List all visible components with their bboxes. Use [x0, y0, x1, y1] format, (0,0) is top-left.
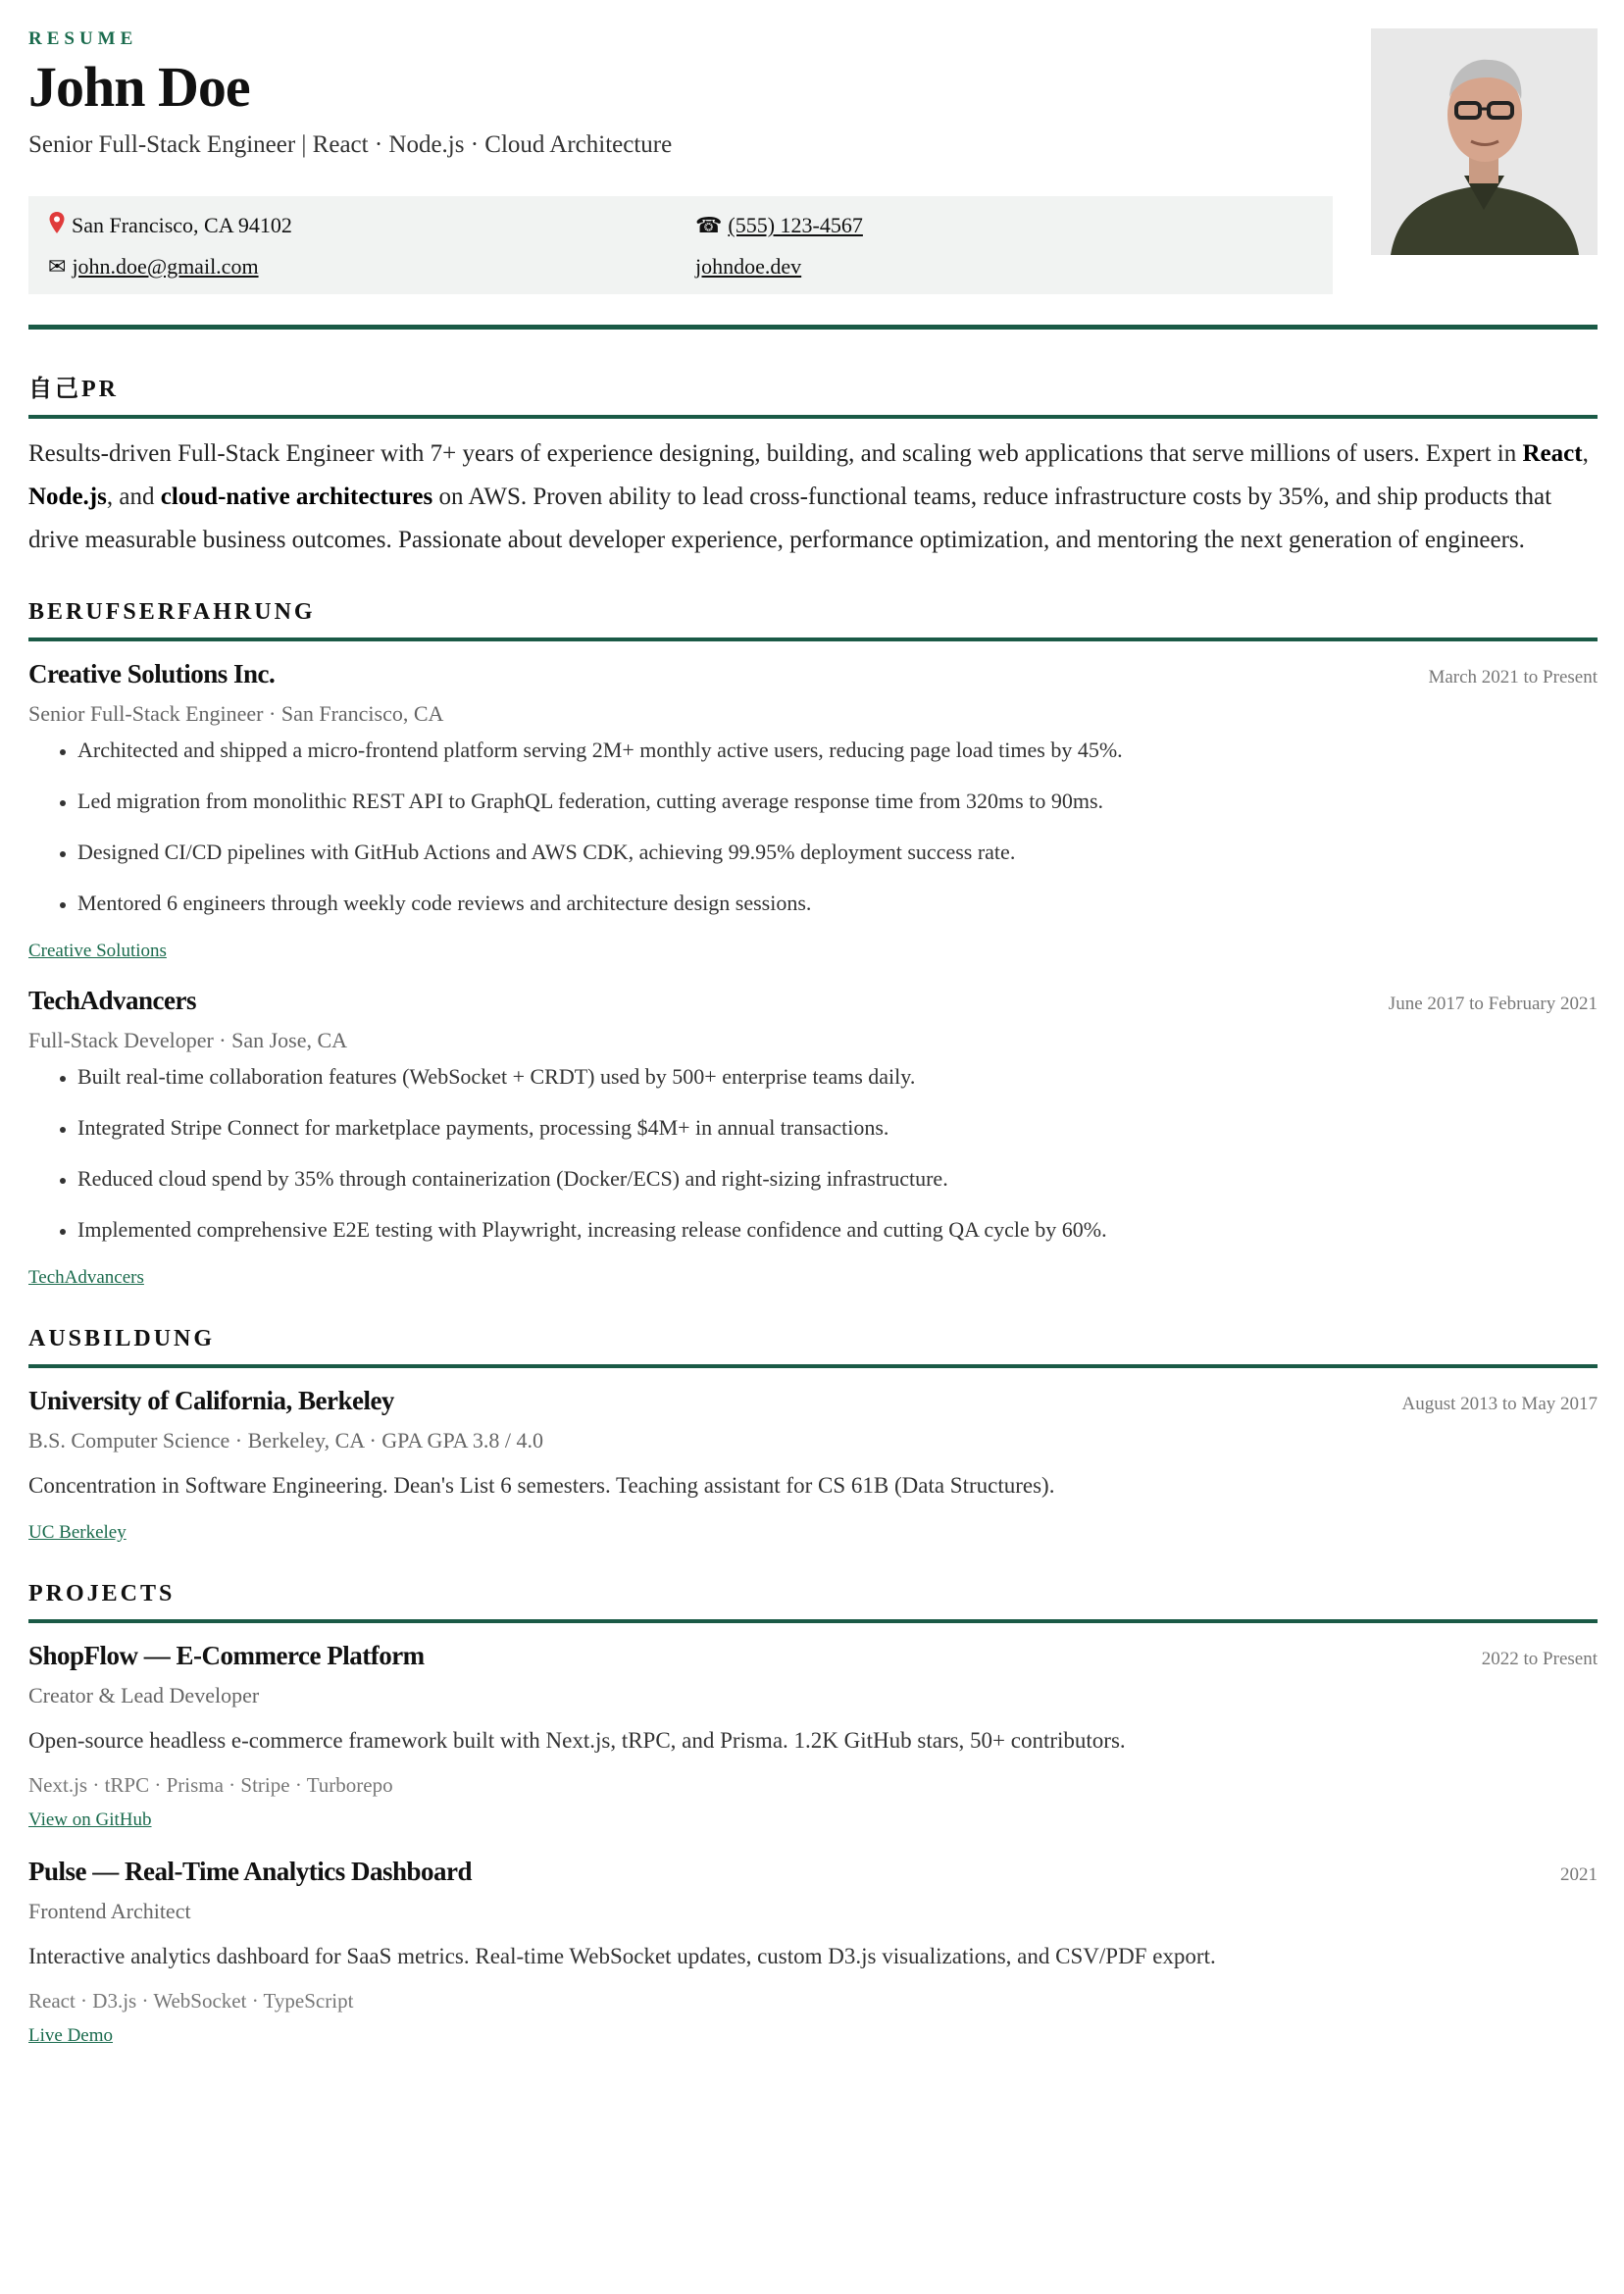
project-title: ShopFlow — E-Commerce Platform: [28, 1641, 425, 1670]
job-bullet: • Designed CI/CD pipelines with GitHub Actions and AWS CDK, achieving 99.95% deployment success rate.: [77, 839, 1598, 865]
job-company: Creative Solutions Inc.: [28, 659, 276, 688]
school-link[interactable]: UC Berkeley: [28, 1522, 127, 1543]
education-description: Concentration in Software Engineering. Dean's List 6 semesters. Teaching assistant for CS 61B (Data Structures).: [28, 1473, 1055, 1498]
school-name: University of California, Berkeley: [28, 1386, 394, 1415]
job-role: Senior Full-Stack Engineer · San Francisco, CA: [28, 701, 444, 726]
education-heading: AUSBILDUNG: [28, 1326, 216, 1351]
contact-location: [48, 210, 695, 241]
education-entry: [28, 1386, 1598, 1544]
job-entry: [28, 659, 1598, 962]
contact-phone[interactable]: [695, 210, 1323, 241]
resume-eyebrow: RESUME: [28, 28, 138, 49]
company-link[interactable]: Creative Solutions: [28, 941, 167, 961]
job-bullets: [28, 1063, 1598, 1243]
project-link[interactable]: View on GitHub: [28, 1810, 152, 1830]
summary-text-part: Results-driven Full-Stack Engineer with 7+ years of experience designing, building, and scaling web applications that serve millions of users. Expert in: [28, 440, 1523, 467]
project-description: Interactive analytics dashboard for SaaS metrics. Real-time WebSocket updates, custom D3.js visualizations, and CSV/PDF export.: [28, 1944, 1216, 1968]
job-bullet: • Mentored 6 engineers through weekly code reviews and architecture design sessions.: [77, 890, 1598, 916]
degree-info: B.S. Computer Science · Berkeley, CA · GPA GPA 3.8 / 4.0: [28, 1428, 543, 1453]
summary-text-part: , and: [106, 484, 161, 510]
project-entry: [28, 1641, 1598, 1831]
summary-text-part: on AWS. Proven ability to lead cross-functional teams, reduce infrastructure costs by 35%, and ship products that drive measurable business outcomes. Passionate about developer experience, performance optimization, and mentoring the next generation of engineers.: [28, 484, 1552, 553]
summary-keyword: cloud-native architectures: [160, 484, 433, 510]
section-divider: [28, 637, 1598, 641]
location-text: San Francisco, CA 94102: [72, 213, 292, 237]
project-dates: 2021: [1560, 1864, 1598, 1885]
candidate-name: John Doe: [28, 55, 250, 119]
summary-text-part: ,: [1582, 440, 1589, 467]
projects-heading: PROJECTS: [28, 1581, 176, 1606]
project-tech-stack: React · D3.js · WebSocket · TypeScript: [28, 1989, 354, 2013]
website-link[interactable]: johndoe.dev: [695, 254, 802, 279]
section-divider: [28, 415, 1598, 419]
job-dates: June 2017 to February 2021: [1388, 994, 1598, 1014]
email-icon: ✉: [48, 254, 67, 279]
phone-icon: ☎: [695, 213, 723, 237]
section-divider: [28, 1619, 1598, 1623]
project-entry: [28, 1857, 1598, 2047]
resume-header: [28, 28, 1598, 323]
project-link[interactable]: Live Demo: [28, 2025, 114, 2046]
project-role: Frontend Architect: [28, 1899, 191, 1923]
job-bullet: • Integrated Stripe Connect for marketplace payments, processing $4M+ in annual transactions.: [77, 1114, 1598, 1141]
job-role: Full-Stack Developer · San Jose, CA: [28, 1028, 348, 1052]
job-bullets: [28, 737, 1598, 916]
person-photo-icon: [1371, 28, 1598, 255]
location-pin-icon: [48, 211, 66, 240]
job-bullet: • Implemented comprehensive E2E testing with Playwright, increasing release confidence and cutting QA cycle by 60%.: [77, 1216, 1598, 1243]
project-title: Pulse — Real-Time Analytics Dashboard: [28, 1857, 473, 1886]
phone-link[interactable]: (555) 123-4567: [728, 213, 863, 237]
job-bullet: • Led migration from monolithic REST API to GraphQL federation, cutting average response time from 320ms to 90ms.: [77, 788, 1598, 814]
profile-photo: [1371, 28, 1598, 255]
summary-keyword: Node.js: [28, 484, 107, 510]
job-company: TechAdvancers: [28, 986, 197, 1015]
project-dates: 2022 to Present: [1481, 1649, 1598, 1669]
summary-text: [28, 433, 1598, 562]
candidate-tagline: Senior Full-Stack Engineer | React · Node.js · Cloud Architecture: [28, 130, 673, 158]
summary-keyword: React: [1522, 440, 1583, 467]
section-divider: [28, 1364, 1598, 1368]
job-dates: March 2021 to Present: [1428, 667, 1598, 688]
job-entry: [28, 986, 1598, 1289]
company-link[interactable]: TechAdvancers: [28, 1267, 144, 1288]
job-bullet: • Built real-time collaboration features (WebSocket + CRDT) used by 500+ enterprise teams daily.: [77, 1063, 1598, 1090]
contact-website[interactable]: [695, 251, 1323, 282]
contact-email[interactable]: [48, 251, 695, 282]
project-tech-stack: Next.js · tRPC · Prisma · Stripe · Turborepo: [28, 1773, 393, 1797]
project-description: Open-source headless e-commerce framework built with Next.js, tRPC, and Prisma. 1.2K GitHub stars, 50+ contributors.: [28, 1728, 1126, 1753]
education-dates: August 2013 to May 2017: [1401, 1394, 1598, 1414]
contact-box: [28, 196, 1333, 294]
summary-heading: 自己PR: [28, 377, 119, 402]
job-bullet: • Reduced cloud spend by 35% through containerization (Docker/ECS) and right-sizing infrastructure.: [77, 1165, 1598, 1192]
email-link[interactable]: john.doe@gmail.com: [72, 254, 259, 279]
experience-heading: BERUFSERFAHRUNG: [28, 599, 316, 625]
header-divider: [28, 325, 1598, 330]
project-role: Creator & Lead Developer: [28, 1683, 260, 1708]
job-bullet: • Architected and shipped a micro-frontend platform serving 2M+ monthly active users, reducing page load times by 45%.: [77, 737, 1598, 763]
